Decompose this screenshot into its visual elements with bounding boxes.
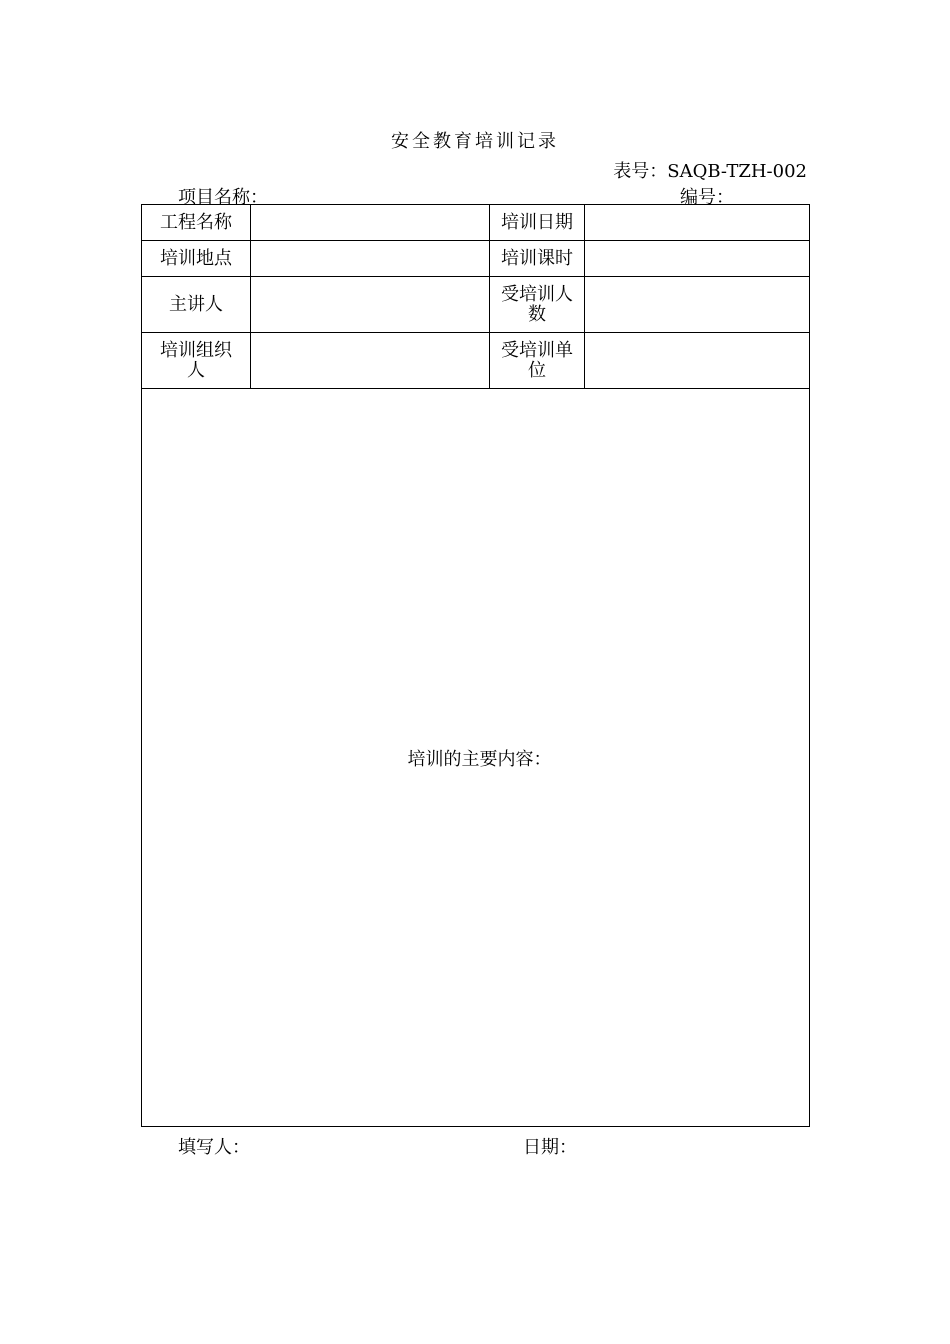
training-hours-value-cell[interactable] <box>585 241 810 277</box>
training-hours-field-label: 培训课时 <box>490 241 585 277</box>
project-name-label: 项目名称： <box>178 187 268 208</box>
table-row <box>142 205 810 241</box>
training-record-table <box>141 204 810 1127</box>
training-content-cell[interactable] <box>142 389 810 1127</box>
organizer-field-label: 培训组织人 <box>142 333 251 389</box>
training-content-label: 培训的主要内容： <box>407 748 552 770</box>
table-row <box>142 389 810 1127</box>
project-name-field-label: 工程名称 <box>142 205 251 241</box>
lecturer-value-cell[interactable] <box>251 277 490 333</box>
training-location-field-label: 培训地点 <box>142 241 251 277</box>
training-date-field-label: 培训日期 <box>490 205 585 241</box>
organizer-value-cell[interactable] <box>251 333 490 389</box>
table-row <box>142 277 810 333</box>
document-title: 安全教育培训记录 <box>391 131 559 152</box>
training-location-value-cell[interactable] <box>251 241 490 277</box>
project-name-value-cell[interactable] <box>251 205 490 241</box>
date-label: 日期： <box>523 1137 577 1158</box>
trainee-unit-value-cell[interactable] <box>585 333 810 389</box>
lecturer-field-label: 主讲人 <box>142 277 251 333</box>
trainee-count-field-label: 受培训人数 <box>490 277 585 333</box>
trainee-count-value-cell[interactable] <box>585 277 810 333</box>
training-date-value-cell[interactable] <box>585 205 810 241</box>
table-row <box>142 333 810 389</box>
form-number: 表号：SAQB-TZH-002 <box>613 161 807 182</box>
trainee-unit-field-label: 受培训单位 <box>490 333 585 389</box>
filler-label: 填写人： <box>178 1137 250 1158</box>
table-row <box>142 241 810 277</box>
serial-number-label: 编号： <box>680 187 734 208</box>
